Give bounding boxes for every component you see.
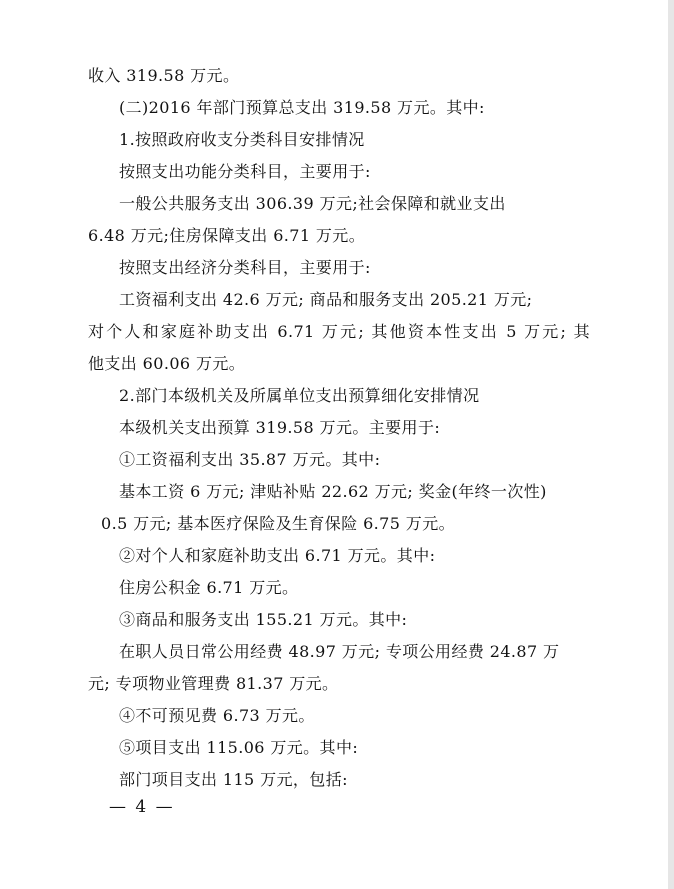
text-line-22: ⑤项目支出 115.06 万元。其中: <box>119 738 359 757</box>
text-line-23: 部门项目支出 115 万元，包括: <box>119 770 348 789</box>
text-line-21: ④不可预见费 6.73 万元。 <box>119 706 315 725</box>
text-line-16: ②对个人和家庭补助支出 6.71 万元。其中: <box>119 546 436 565</box>
text-line-17: 住房公积金 6.71 万元。 <box>119 578 299 597</box>
text-line-8: 工资福利支出 42.6 万元; 商品和服务支出 205.21 万元; <box>119 290 533 309</box>
text-line-6: 6.48 万元;住房保障支出 6.71 万元。 <box>88 226 366 245</box>
text-line-14: 基本工资 6 万元; 津贴补贴 22.62 万元; 奖金(年终一次性) <box>119 482 547 501</box>
page-number: — 4 — <box>109 797 175 817</box>
text-line-2: (二)2016 年部门预算总支出 319.58 万元。其中: <box>119 98 485 117</box>
text-line-19: 在职人员日常公用经费 48.97 万元; 专项公用经费 24.87 万 <box>119 642 560 661</box>
text-line-18: ③商品和服务支出 155.21 万元。其中: <box>119 610 408 629</box>
text-line-12: 本级机关支出预算 319.58 万元。主要用于: <box>119 418 441 437</box>
text-line-1: 收入 319.58 万元。 <box>88 66 240 85</box>
text-line-13: ①工资福利支出 35.87 万元。其中: <box>119 450 381 469</box>
text-line-3: 1.按照政府收支分类科目安排情况 <box>119 130 365 149</box>
scrollbar-track[interactable] <box>668 0 674 889</box>
text-line-15: 0.5 万元; 基本医疗保险及生育保险 6.75 万元。 <box>101 514 456 533</box>
text-line-20: 元; 专项物业管理费 81.37 万元。 <box>88 674 339 693</box>
text-line-7: 按照支出经济分类科目，主要用于: <box>119 258 371 277</box>
text-line-10: 他支出 60.06 万元。 <box>88 354 246 373</box>
text-line-9: 对个人和家庭补助支出 6.71 万元; 其他资本性支出 5 万元; 其 <box>88 322 590 341</box>
text-line-11: 2.部门本级机关及所属单位支出预算细化安排情况 <box>119 386 480 405</box>
text-line-5: 一般公共服务支出 306.39 万元;社会保障和就业支出 <box>119 194 506 213</box>
text-line-4: 按照支出功能分类科目，主要用于: <box>119 162 371 181</box>
